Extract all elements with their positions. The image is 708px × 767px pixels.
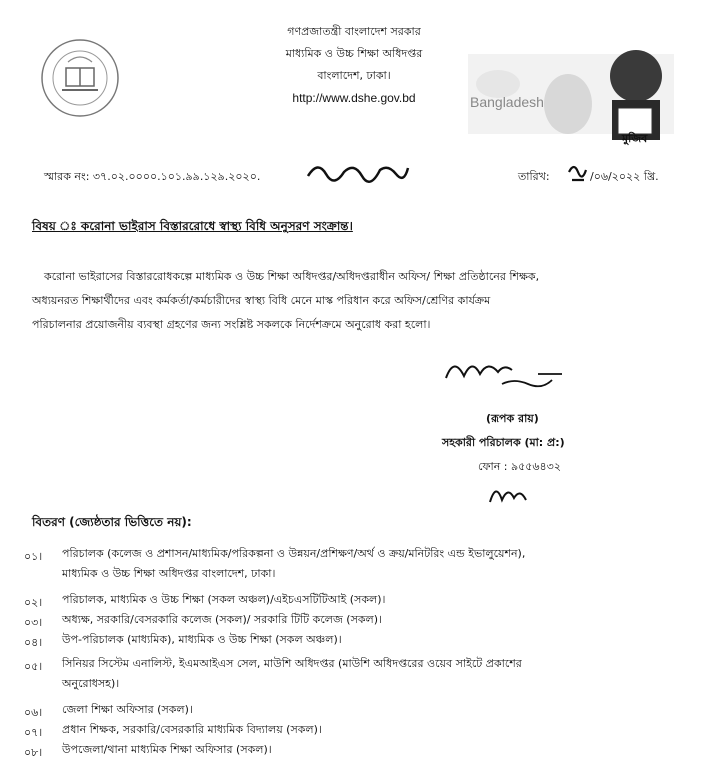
distribution-item-text: জেলা শিক্ষা অফিসার (সকল)।: [62, 703, 193, 716]
website-link[interactable]: http://www.dshe.gov.bd: [292, 91, 416, 105]
distribution-item-text: উপ-পরিচালক (মাধ্যমিক), মাধ্যমিক ও উচ্চ শিক্ষা (সকল অঞ্চল)।: [62, 633, 342, 646]
body-line-2: অধ্যয়নরত শিক্ষার্থীদের এবং কর্মকর্তা/কর্মচারীদের স্বাস্থ্য বিধি মেনে মাস্ক পরিধান করে অফিস/শ্রেণির কার্যক্রম: [32, 294, 491, 307]
subject-line: বিষয় ঃ করোনা ভাইরাস বিস্তাররোধে স্বাস্থ্য বিধি অনুসরণ সংক্রান্ত।: [32, 219, 353, 233]
distribution-item-number: ০৮।: [24, 746, 43, 759]
distribution-item-number: ০৬।: [24, 706, 43, 719]
distribution-item-text: প্রধান শিক্ষক, সরকারি/বেসরকারি মাধ্যমিক বিদ্যালয় (সকল)।: [62, 723, 322, 736]
distribution-item: [62, 544, 688, 584]
memo-number-handwritten: [304, 158, 410, 186]
date-rest: /০৬/২০২২ খ্রি.: [590, 170, 659, 183]
distribution-item-number: ০১।: [24, 550, 43, 563]
distribution-item-text-cont: অনুরোধসহ)।: [62, 677, 120, 690]
distribution-item-text: পরিচালক, মাধ্যমিক ও উচ্চ শিক্ষা (সকল অঞ্চল)/এইচএসটিটিআই (সকল)।: [62, 593, 386, 606]
distribution-item-text: সিনিয়র সিস্টেম এনালিস্ট, ইএমআইএস সেল, মাউশি অধিদপ্তর (মাউশি অধিদপ্তরের ওয়েব সাইটে প্রকাশের: [62, 657, 522, 670]
distribution-item-number: ০৩।: [24, 616, 43, 629]
officer-signature: [442, 354, 566, 394]
header-line-1: গণপ্রজাতন্ত্রী বাংলাদেশ সরকার: [287, 25, 421, 38]
dshe-seal-logo: [38, 32, 122, 132]
date-label: তারিখ:: [518, 170, 550, 183]
distribution-heading: বিতরণ (জ্যেষ্ঠতার ভিত্তিতে নয়):: [32, 515, 192, 529]
distribution-item-number: ০২।: [24, 596, 43, 609]
initial-signature: [486, 478, 530, 514]
distribution-item-text: উপজেলা/থানা মাধ্যমিক শিক্ষা অফিসার (সকল)।: [62, 743, 272, 756]
signatory-designation: সহকারী পরিচালক (মা: প্র:): [442, 436, 565, 449]
header-line-3: বাংলাদেশ, ঢাকা।: [317, 69, 391, 82]
signatory-name: (রূপক রায়): [486, 412, 539, 425]
distribution-item-number: ০৭।: [24, 726, 43, 739]
banner-bangladesh-text: Bangladesh: [470, 94, 544, 110]
memo-reference: স্মারক নং: ৩৭.০২.০০০০.১০১.৯৯.১২৯.২০২০.: [44, 170, 261, 183]
body-line-1: করোনা ভাইরাসের বিস্তাররোধকল্পে মাধ্যমিক ও উচ্চ শিক্ষা অধিদপ্তর/অধিদপ্তরাধীন অফিস/ শিক্ষা প্রতিষ্ঠানের শিক্ষক,: [44, 270, 540, 283]
distribution-item-text: পরিচালক (কলেজ ও প্রশাসন/মাধ্যমিক/পরিকল্পনা ও উন্নয়ন/প্রশিক্ষণ/অর্থ ও ক্রয়/মনিটরিং এন্ড ইভালুয়েশন),: [62, 547, 526, 560]
signatory-phone: ফোন : ৯৫৫৬৪৩২: [478, 460, 561, 473]
header-line-2: মাধ্যমিক ও উচ্চ শিক্ষা অধিদপ্তর: [285, 47, 423, 60]
date-day-handwritten: [566, 160, 588, 184]
distribution-item-text-cont: মাধ্যমিক ও উচ্চ শিক্ষা অধিদপ্তর বাংলাদেশ, ঢাকা।: [62, 567, 276, 580]
distribution-item-text: অধ্যক্ষ, সরকারি/বেসরকারি কলেজ (সকল)/ সরকারি টিটি কলেজ (সকল)।: [62, 613, 382, 626]
distribution-item: [62, 654, 688, 694]
banner-badge-text: মুজিব: [622, 132, 648, 145]
distribution-item-number: ০৫।: [24, 660, 43, 673]
body-line-3: পরিচালনার প্রয়োজনীয় ব্যবস্থা গ্রহণের জন্য সংশ্লিষ্ট সকলকে নির্দেশক্রমে অনুরোধ করা হলো।: [32, 318, 431, 331]
distribution-item-number: ০৪।: [24, 636, 43, 649]
